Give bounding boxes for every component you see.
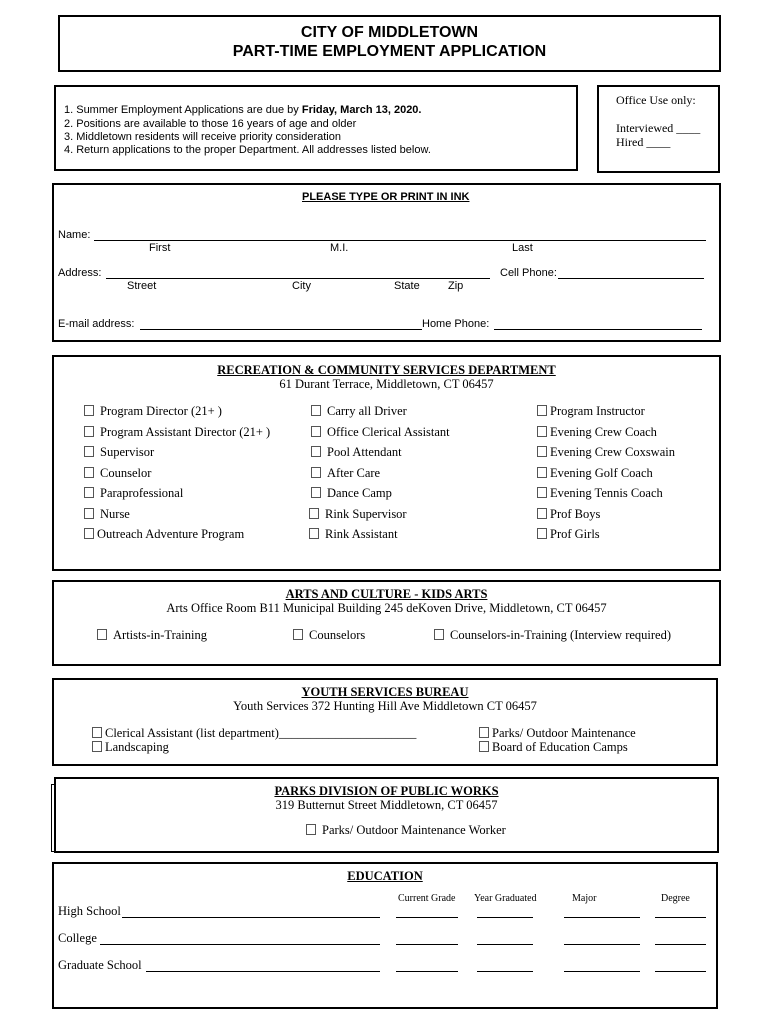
recreation-option[interactable]: Dance Camp: [311, 486, 392, 501]
col-major: Major: [572, 893, 597, 904]
office-use-title: Office Use only:: [616, 93, 696, 107]
recreation-option[interactable]: Supervisor: [84, 445, 154, 460]
parks-option[interactable]: Parks/ Outdoor Maintenance Worker: [306, 823, 506, 838]
checkbox-icon[interactable]: [434, 629, 444, 640]
email-field[interactable]: [140, 329, 422, 330]
checkbox-icon[interactable]: [537, 487, 547, 498]
home-phone-label: Home Phone:: [422, 318, 490, 330]
checkbox-icon[interactable]: [311, 405, 321, 416]
instruction-line-4: 4. Return applications to the proper Department. All addresses listed below.: [64, 144, 431, 156]
address-field[interactable]: [106, 278, 490, 279]
checkbox-icon[interactable]: [309, 508, 319, 519]
interviewed-field[interactable]: Interviewed ____: [616, 121, 701, 135]
checkbox-icon[interactable]: [84, 467, 94, 478]
checkbox-icon[interactable]: [293, 629, 303, 640]
youth-option[interactable]: Landscaping: [92, 740, 169, 755]
checkbox-icon[interactable]: [479, 727, 489, 738]
personal-info-box: [52, 183, 721, 342]
recreation-option[interactable]: Rink Supervisor: [309, 507, 407, 522]
city-caption: City: [292, 280, 311, 292]
form-city-title: CITY OF MIDDLETOWN: [300, 24, 479, 41]
recreation-option[interactable]: Carry all Driver: [311, 404, 407, 419]
street-caption: Street: [127, 280, 157, 292]
checkbox-icon[interactable]: [311, 426, 321, 437]
instruction-line-2: 2. Positions are available to those 16 years of age and older: [64, 118, 357, 130]
checkbox-icon[interactable]: [84, 405, 94, 416]
name-label: Name:: [58, 229, 91, 241]
year-graduated-field[interactable]: [477, 944, 533, 945]
checkbox-icon[interactable]: [479, 741, 489, 752]
education-title: EDUCATION: [347, 869, 423, 883]
hired-field[interactable]: Hired ____: [616, 135, 671, 149]
degree-field[interactable]: [655, 917, 706, 918]
checkbox-icon[interactable]: [537, 426, 547, 437]
checkbox-icon[interactable]: [84, 508, 94, 519]
col-current-grade: Current Grade: [398, 893, 456, 904]
recreation-option[interactable]: Nurse: [84, 507, 130, 522]
arts-address: Arts Office Room B11 Municipal Building 245 deKoven Drive, Middletown, CT 06457: [166, 601, 607, 615]
checkbox-icon[interactable]: [537, 508, 547, 519]
recreation-address: 61 Durant Terrace, Middletown, CT 06457: [279, 377, 494, 391]
year-graduated-field[interactable]: [477, 917, 533, 918]
checkbox-icon[interactable]: [84, 528, 94, 539]
cell-phone-field[interactable]: [558, 278, 704, 279]
checkbox-icon[interactable]: [97, 629, 107, 640]
col-degree: Degree: [661, 893, 690, 904]
school-name-field[interactable]: [122, 917, 380, 918]
checkbox-icon[interactable]: [537, 528, 547, 539]
recreation-option[interactable]: Evening Crew Coach: [537, 425, 657, 440]
recreation-option[interactable]: Counselor: [84, 466, 151, 481]
recreation-option[interactable]: Evening Golf Coach: [537, 466, 653, 481]
arts-option[interactable]: Artists-in-Training: [97, 628, 207, 643]
email-label: E-mail address:: [58, 318, 135, 330]
first-name-caption: First: [149, 242, 171, 254]
degree-field[interactable]: [655, 944, 706, 945]
recreation-option[interactable]: Prof Boys: [537, 507, 600, 522]
parks-address: 319 Butternut Street Middletown, CT 06457: [275, 798, 498, 812]
recreation-option[interactable]: Evening Crew Coxswain: [537, 445, 675, 460]
checkbox-icon[interactable]: [306, 824, 316, 835]
recreation-option[interactable]: Program Instructor: [537, 404, 645, 419]
checkbox-icon[interactable]: [537, 467, 547, 478]
recreation-option[interactable]: After Care: [311, 466, 380, 481]
checkbox-icon[interactable]: [311, 487, 321, 498]
recreation-option[interactable]: Program Assistant Director (21+ ): [84, 425, 270, 440]
current-grade-field[interactable]: [396, 917, 458, 918]
checkbox-icon[interactable]: [84, 426, 94, 437]
recreation-section: [52, 355, 721, 571]
office-use-box: [597, 85, 720, 173]
arts-option[interactable]: Counselors-in-Training (Interview required): [434, 628, 671, 643]
checkbox-icon[interactable]: [311, 467, 321, 478]
address-label: Address:: [58, 267, 102, 279]
current-grade-field[interactable]: [396, 971, 458, 972]
cell-phone-label: Cell Phone:: [500, 267, 557, 279]
major-field[interactable]: [564, 971, 640, 972]
zip-caption: Zip: [448, 280, 464, 292]
recreation-option[interactable]: Paraprofessional: [84, 486, 183, 501]
col-year-graduated: Year Graduated: [474, 893, 537, 904]
recreation-option[interactable]: Evening Tennis Coach: [537, 486, 663, 501]
youth-title: YOUTH SERVICES BUREAU: [301, 685, 469, 699]
degree-field[interactable]: [655, 971, 706, 972]
youth-option[interactable]: Parks/ Outdoor Maintenance: [479, 726, 636, 741]
education-section: [52, 862, 718, 1009]
header-box: [58, 15, 721, 72]
arts-title: ARTS AND CULTURE - KIDS ARTS: [285, 587, 488, 601]
recreation-option[interactable]: Program Director (21+ ): [84, 404, 222, 419]
parks-title: PARKS DIVISION OF PUBLIC WORKS: [274, 784, 499, 798]
school-name-field[interactable]: [100, 944, 380, 945]
recreation-option[interactable]: Prof Girls: [537, 527, 600, 542]
parks-section: [54, 777, 719, 853]
checkbox-icon[interactable]: [92, 727, 102, 738]
name-field[interactable]: [94, 240, 706, 241]
middle-initial-caption: M.I.: [330, 242, 349, 254]
education-row-label: College: [58, 931, 97, 945]
arts-option[interactable]: Counselors: [293, 628, 365, 643]
youth-option[interactable]: Clerical Assistant (list department)______________________: [92, 726, 416, 741]
checkbox-icon[interactable]: [311, 446, 321, 457]
recreation-option[interactable]: Rink Assistant: [309, 527, 398, 542]
education-row-label: Graduate School: [58, 958, 142, 972]
current-grade-field[interactable]: [396, 944, 458, 945]
checkbox-icon[interactable]: [537, 405, 547, 416]
checkbox-icon[interactable]: [84, 487, 94, 498]
checkbox-icon[interactable]: [309, 528, 319, 539]
recreation-option[interactable]: Outreach Adventure Program: [84, 527, 244, 542]
checkbox-icon[interactable]: [537, 446, 547, 457]
recreation-option[interactable]: Pool Attendant: [311, 445, 402, 460]
major-field[interactable]: [564, 944, 640, 945]
recreation-option[interactable]: Office Clerical Assistant: [311, 425, 450, 440]
arts-section: [52, 580, 721, 666]
form-title: PART-TIME EMPLOYMENT APPLICATION: [232, 43, 547, 60]
youth-address: Youth Services 372 Hunting Hill Ave Middletown CT 06457: [233, 699, 537, 713]
instructions-box: [54, 85, 578, 171]
state-caption: State: [394, 280, 420, 292]
instruction-line-3: 3. Middletown residents will receive priority consideration: [64, 131, 341, 143]
checkbox-icon[interactable]: [92, 741, 102, 752]
instruction-line-1: 1. Summer Employment Applications are due by Friday, March 13, 2020.: [64, 104, 422, 116]
last-name-caption: Last: [512, 242, 533, 254]
education-row-label: High School: [58, 904, 121, 918]
youth-option[interactable]: Board of Education Camps: [479, 740, 628, 755]
major-field[interactable]: [564, 917, 640, 918]
home-phone-field[interactable]: [494, 329, 702, 330]
year-graduated-field[interactable]: [477, 971, 533, 972]
print-instruction-heading: PLEASE TYPE OR PRINT IN INK: [302, 191, 470, 203]
checkbox-icon[interactable]: [84, 446, 94, 457]
recreation-title: RECREATION & COMMUNITY SERVICES DEPARTMENT: [217, 363, 556, 377]
school-name-field[interactable]: [146, 971, 380, 972]
youth-section: [52, 678, 718, 766]
